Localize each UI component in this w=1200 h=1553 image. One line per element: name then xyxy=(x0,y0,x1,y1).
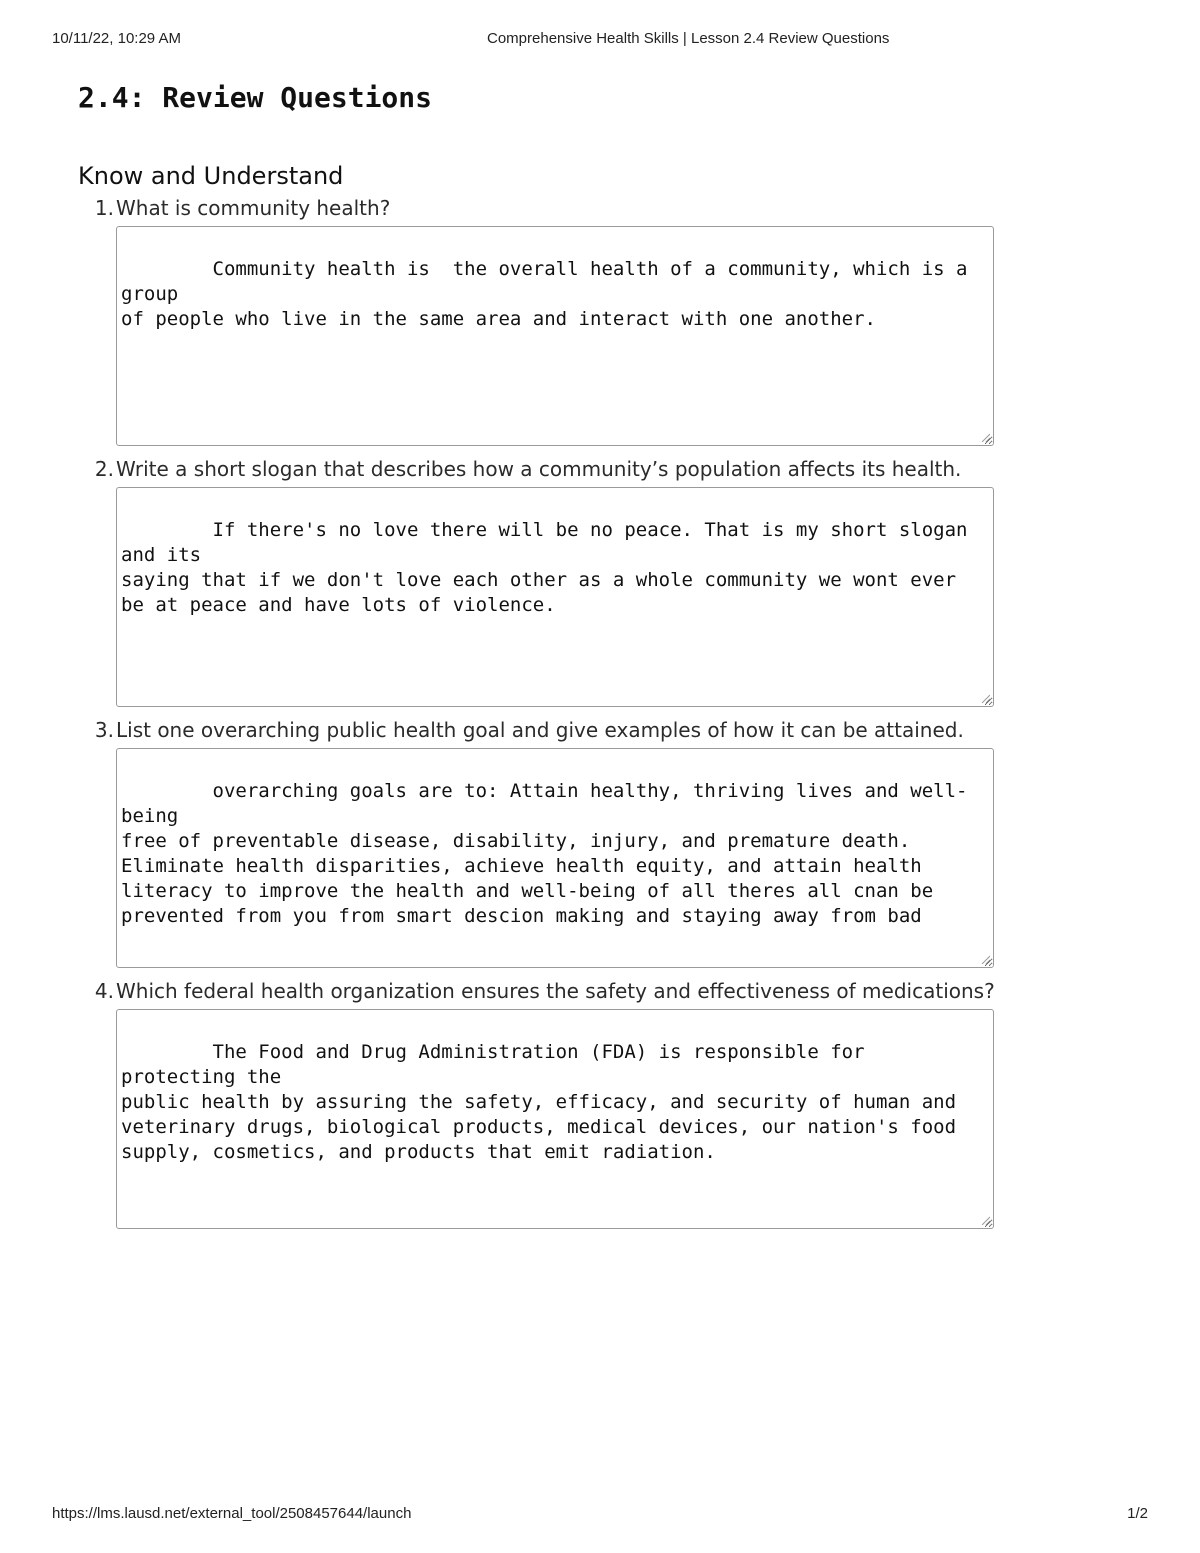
question-item xyxy=(78,977,1028,1229)
section-title: Know and Understand xyxy=(78,162,344,190)
main-content xyxy=(78,78,1028,1229)
question-item xyxy=(78,716,1028,968)
question-number: 4. xyxy=(94,979,114,1003)
resize-grip-icon[interactable] xyxy=(981,1216,990,1225)
question-number: 1. xyxy=(94,196,114,220)
answer-textarea[interactable] xyxy=(116,1009,994,1229)
print-date: 10/11/22, 10:29 AM xyxy=(52,30,181,47)
answer-text: Community health is the overall health of a community, which is a group of people who live in the same area and interact with one another. xyxy=(121,258,968,330)
question-number: 3. xyxy=(94,718,114,742)
resize-grip-icon[interactable] xyxy=(981,433,990,442)
question-prompt-row xyxy=(94,716,1028,744)
resize-grip-icon[interactable] xyxy=(981,694,990,703)
answer-text: If there's no love there will be no peace. That is my short slogan and its saying that if we don't love each other as a whole community we wont ever be at peace and have lots of violence. xyxy=(121,519,968,616)
print-header xyxy=(52,30,1148,50)
question-prompt: Which federal health organization ensures the safety and effectiveness of medications? xyxy=(116,979,995,1003)
question-prompt: What is community health? xyxy=(116,196,391,220)
answer-textarea[interactable] xyxy=(116,748,994,968)
print-footer xyxy=(52,1505,1148,1525)
question-prompt-row xyxy=(94,977,1028,1005)
print-url: https://lms.lausd.net/external_tool/2508457644/launch xyxy=(52,1505,412,1522)
question-prompt: List one overarching public health goal and give examples of how it can be attained. xyxy=(116,718,964,742)
question-item xyxy=(78,194,1028,446)
question-number: 2. xyxy=(94,457,114,481)
answer-textarea[interactable] xyxy=(116,487,994,707)
resize-grip-icon[interactable] xyxy=(981,955,990,964)
answer-text: overarching goals are to: Attain healthy, thriving lives and well-being free of preventable disease, disability, injury, and premature death. Eliminate health disparities, achieve health equity, and attain health literacy to improve the health and well-being of all theres all cnan be prevented from you from smart descion making and staying away from bad xyxy=(121,780,968,927)
print-document-title: Comprehensive Health Skills | Lesson 2.4 Review Questions xyxy=(487,30,890,47)
question-prompt-row xyxy=(94,455,1028,483)
answer-textarea[interactable] xyxy=(116,226,994,446)
page-title: 2.4: Review Questions xyxy=(78,81,433,114)
answer-text: The Food and Drug Administration (FDA) is responsible for protecting the public health by assuring the safety, efficacy, and security of human and veterinary drugs, biological products, medical devices, our nation's food supply, cosmetics, and products that emit radiation. xyxy=(121,1041,957,1163)
question-prompt-row xyxy=(94,194,1028,222)
question-item xyxy=(78,455,1028,707)
print-page-number: 1/2 xyxy=(1127,1505,1148,1522)
question-list xyxy=(78,194,1028,1229)
question-prompt: Write a short slogan that describes how a community’s population affects its health. xyxy=(116,457,962,481)
